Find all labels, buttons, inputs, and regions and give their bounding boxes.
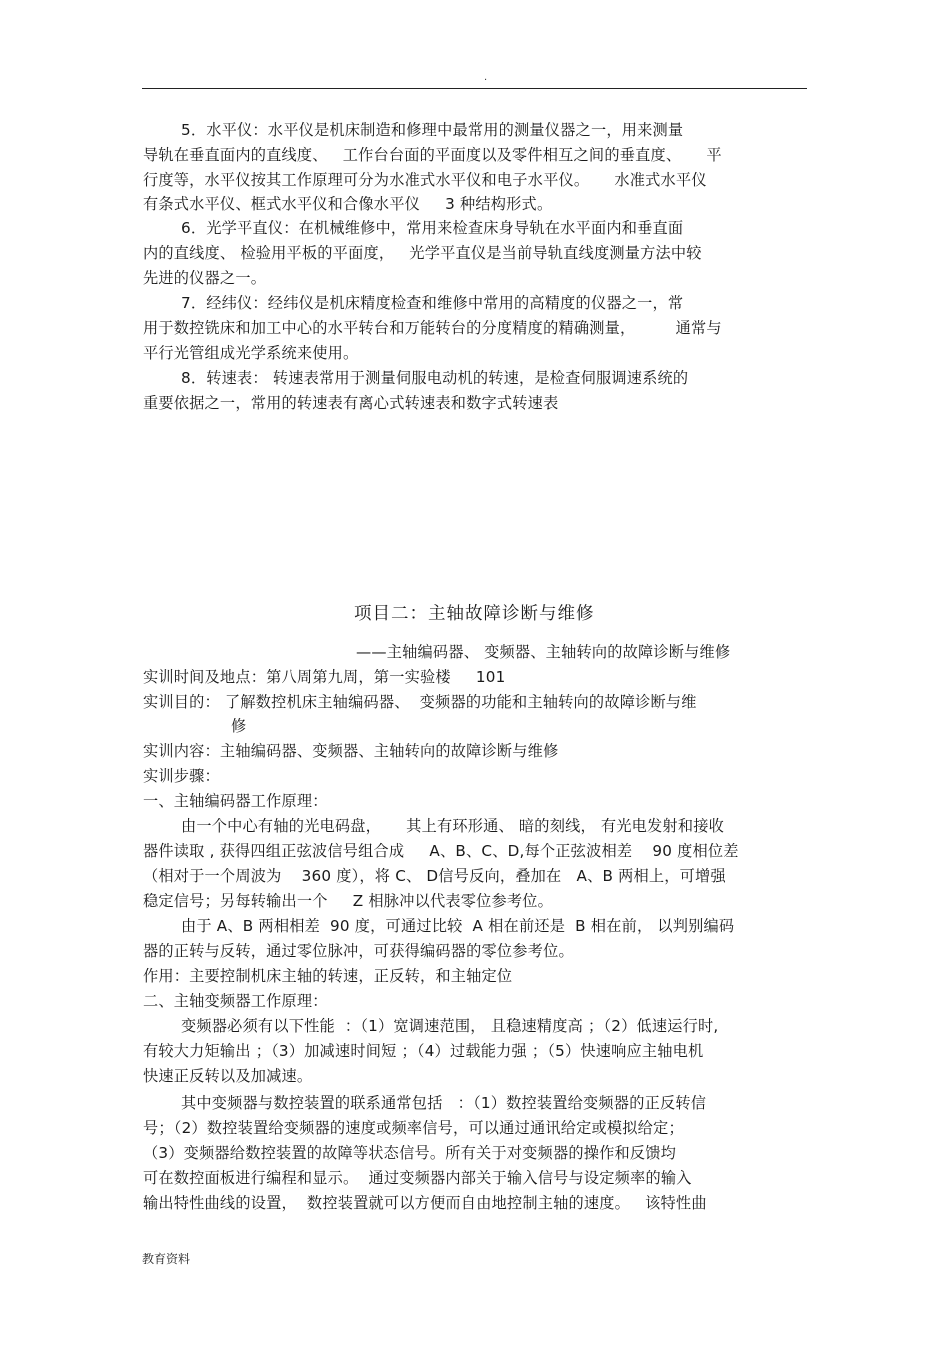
text-line: 号；（2）数控装置给变频器的速度或频率信号，可以通过通讯给定或模拟给定； <box>143 1119 684 1137</box>
header-rule <box>142 88 807 89</box>
text-line: 导轨在垂直面内的直线度、 工作台台面的平面度以及零件相互之间的垂直度、 平 <box>143 146 722 164</box>
section-heading: 二、主轴变频器工作原理： <box>143 992 328 1010</box>
text-line: （3）变频器给数控装置的故障等状态信号。所有关于对变频器的操作和反馈均 <box>143 1144 677 1162</box>
text-line: 8．转速表： 转速表常用于测量伺服电动机的转速，是检查伺服调速系统的 <box>181 369 689 387</box>
footer-label: 教育资料 <box>142 1252 191 1266</box>
training-content: 实训内容：主轴编码器、变频器、主轴转向的故障诊断与维修 <box>143 742 559 760</box>
text-line: 器的正转与反转，通过零位脉冲，可获得编码器的零位参考位。 <box>143 942 574 960</box>
project-subtitle: ——主轴编码器、 变频器、主轴转向的故障诊断与维修 <box>356 643 731 661</box>
text-line: 器件读取 , 获得四组正弦波信号组合成 A、B、C、D,每个正弦波相差 90 度相位差 <box>143 842 739 860</box>
text-line: 其中变频器与数控装置的联系通常包括 ：（1）数控装置给变频器的正反转信 <box>181 1094 707 1112</box>
training-purpose-cont: 修 <box>231 717 247 735</box>
text-line: 用于数控铣床和加工中心的水平转台和万能转台的分度精度的精确测量， 通常与 <box>143 319 722 337</box>
training-time-place: 实训时间及地点：第八周第九周，第一实验楼 101 <box>143 668 506 686</box>
text-line: 有条式水平仪、框式水平仪和合像水平仪 3 种结构形式。 <box>143 195 553 213</box>
training-purpose: 实训目的： 了解数控机床主轴编码器、 变频器的功能和主轴转向的故障诊断与维 <box>143 693 697 711</box>
text-line: 由于 A、B 两相相差 90 度，可通过比较 A 相在前还是 B 相在前， 以判别编码 <box>181 917 735 935</box>
text-line: 先进的仪器之一。 <box>143 269 267 287</box>
text-line: （相对于一个周波为 360 度），将 C、 D信号反向，叠加在 A、B 两相上，可增强 <box>143 867 726 885</box>
text-line: 7．经纬仪：经纬仪是机床精度检查和维修中常用的高精度的仪器之一，常 <box>181 294 684 312</box>
text-line: 行度等，水平仪按其工作原理可分为水准式水平仪和电子水平仪。 水准式水平仪 <box>143 171 707 189</box>
section-heading: 一、主轴编码器工作原理： <box>143 792 328 810</box>
text-line: 输出特性曲线的设置， 数控装置就可以方便而自由地控制主轴的速度。 该特性曲 <box>143 1194 707 1212</box>
text-line: 5．水平仪：水平仪是机床制造和修理中最常用的测量仪器之一，用来测量 <box>181 121 684 139</box>
text-line: 稳定信号；另每转输出一个 Z 相脉冲以代表零位参考位。 <box>143 892 554 910</box>
text-line: 由一个中心有轴的光电码盘， 其上有环形通、 暗的刻线， 有光电发射和接收 <box>181 817 724 835</box>
text-line: 平行光管组成光学系统来使用。 <box>143 344 359 362</box>
text-line: 6．光学平直仪：在机械维修中，常用来检查床身导轨在水平面内和垂直面 <box>181 219 684 237</box>
text-line: 有较大力矩输出 ；（3）加减速时间短 ；（4）过载能力强 ；（5）快速响应主轴电机 <box>143 1042 704 1060</box>
text-line: 变频器必须有以下性能 ：（1）宽调速范围， 且稳速精度高 ；（2）低速运行时, <box>181 1017 719 1035</box>
text-line: 内的直线度、 检验用平板的平面度， 光学平直仪是当前导轨直线度测量方法中较 <box>143 244 702 262</box>
text-line: 作用：主要控制机床主轴的转速，正反转，和主轴定位 <box>143 967 513 985</box>
training-steps: 实训步骤： <box>143 767 220 785</box>
header-mark: . <box>484 72 488 83</box>
project-title: 项目二：主轴故障诊断与维修 <box>354 604 595 624</box>
text-line: 可在数控面板进行编程和显示。 通过变频器内部关于输入信号与设定频率的输入 <box>143 1169 692 1187</box>
text-line: 重要依据之一，常用的转速表有离心式转速表和数字式转速表 <box>143 394 559 412</box>
text-line: 快速正反转以及加减速。 <box>143 1067 313 1085</box>
